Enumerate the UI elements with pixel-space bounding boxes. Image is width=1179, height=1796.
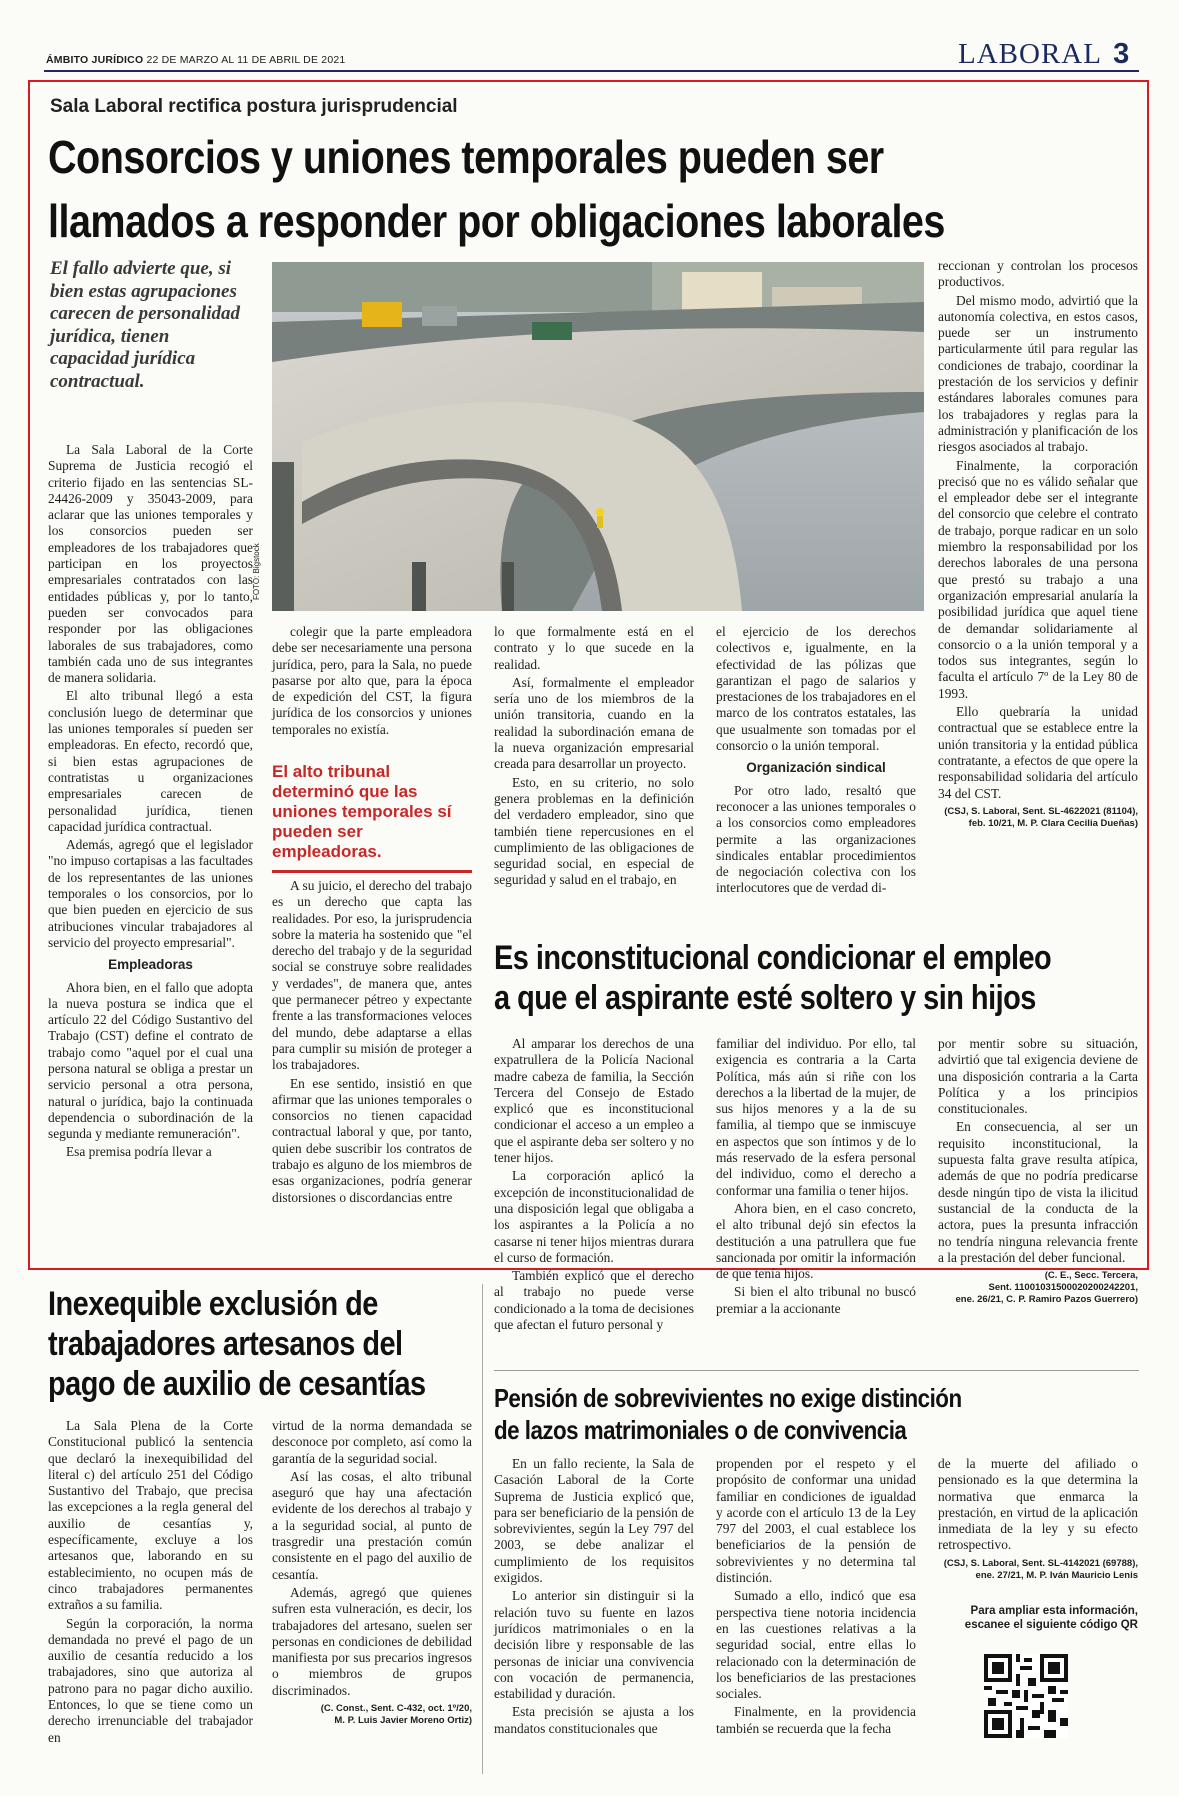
article1-column-5 — [938, 258, 1138, 830]
section-header — [958, 38, 1130, 71]
paragraph: Sumado a ello, indicó que esa perspectiva tiene notoria incidencia en las cuestiones relativas a la seguridad social, entre ellas lo relacionado con la determinación de los beneficiarios de las prestaciones sociales. — [716, 1588, 916, 1702]
article1-column-2 — [272, 624, 472, 740]
highway-illustration — [272, 262, 924, 611]
article3-title-line-1: Inexequible exclusión de — [48, 1285, 378, 1323]
paragraph: A su juicio, el derecho del trabajo es un derecho que capta las realidades. Por eso, la jurisprudencia sobre la materia ha sostenido que "el derecho del trabajo y de la seguridad social se construye sobre realidades y verdades", de manera que, antes que permanecer pétreo y expectante frente a las transformaciones veloces del mundo, debe adaptarse a ellas para cumplir su misión de proteger a los trabajadores. — [272, 878, 472, 1073]
paragraph: Esa premisa podría llevar a — [66, 1144, 212, 1160]
paragraph: lo que formalmente está en el contrato y lo que sucede en la realidad. — [494, 624, 694, 672]
issue-dates: 22 DE MARZO AL 11 DE ABRIL DE 2021 — [146, 54, 346, 66]
paragraph: colegir que la parte empleadora debe ser necesariamente una persona jurídica, pero, para la Sala, no puede pasarse por alto que, para la época de expedición del CST, la figura jurídica de los consorcios y uniones temporales no existía. — [272, 624, 472, 737]
article3-title-line-2: trabajadores artesanos del — [48, 1325, 403, 1363]
article4-title-line-1: Pensión de sobrevivientes no exige distinción — [494, 1383, 962, 1413]
paragraph: La Sala Plena de la Corte Constitucional publicó la sentencia que declaró la inexequibilidad del literal c) del artículo 251 del Código Sustantivo del Trabajo, que precisa las excepciones a la regla general del auxilio de cesantías y, específicamente, excluye a los artesanos que, laborando en su establecimiento, no ocupen más de cinco trabajadores permanentes extraños a su familia. — [48, 1418, 253, 1613]
article1-column-2b — [272, 878, 472, 1208]
qr-caption — [938, 1604, 1138, 1632]
article4-column-2 — [716, 1456, 916, 1739]
paragraph: El alto tribunal llegó a esta conclusión luego de determinar que las uniones temporales sí pueden ser empleadoras. En efecto, recordó que, si bien estas agrupaciones de contratistas u organizaciones empresariales carecen de personalidad jurídica, tienen capacidad jurídica contractual. — [48, 688, 253, 834]
citation — [938, 1558, 1138, 1582]
paragraph: Ahora bien, en el caso concreto, el alto tribunal dejó sin efectos la destitución a una patrullera que fue sancionada por omitir la información de que tenía hijos. — [716, 1200, 916, 1282]
article2-title-line-1: Es inconstitucional condicionar el empleo — [494, 939, 1052, 977]
paragraph: el ejercicio de los derechos colectivos e, igualmente, en la efectividad de las pólizas que garantizan el pago de salarios y prestaciones de los trabajadores en el marco de los contratos estatales, las que usualmente son tomadas por el consorcio o la unión temporal. — [716, 624, 916, 754]
paragraph: Si bien el alto tribunal no buscó premiar a la accionante — [716, 1284, 916, 1316]
paragraph: Ello quebraría la unidad contractual que se establece entre la unión transitoria y la entidad pública contratante, a efectos de que opere la responsabilidad solidaria del artículo 34 del CST. — [938, 704, 1138, 801]
page-number: 3 — [1113, 38, 1131, 70]
article2-column-1 — [494, 1036, 694, 1335]
citation-line: ene. 26/21, C. P. Ramiro Pazos Guerrero) — [955, 1294, 1138, 1306]
article3-title-line-3: pago de auxilio de cesantías — [48, 1365, 426, 1403]
divider — [494, 1370, 1139, 1371]
paragraph: familiar del individuo. Por ello, tal exigencia es contraria a la Carta Política, más aún si riñe con los derechos a la libertad de la mujer, de sus hijos menores y a la de su familia, al tiempo que se inmiscuye en aspectos que son íntimos y de lo más reservado de la esfera personal del individuo, como el derecho a conformar una familia o tener hijos. — [716, 1036, 916, 1198]
subheading-organizacion-sindical: Organización sindical — [746, 760, 886, 776]
citation-line: (CSJ, S. Laboral, Sent. SL-4622021 (81104), — [944, 805, 1138, 817]
citation-line: (CSJ, S. Laboral, Sent. SL-4142021 (69788), — [943, 1557, 1138, 1569]
article-title-line-1: Consorcios y uniones temporales pueden ser — [48, 131, 884, 183]
paragraph: En ese sentido, insistió en que afirmar que las uniones temporales o consorcios no tienen capacidad contractual laboral y que, por tanto, quien debe suscribir los contratos de trabajo es alguno de los miembros de esas organizaciones, podría generar distorsiones o discordancias entre — [272, 1075, 472, 1205]
paragraph: En consecuencia, al ser un requisito inconstitucional, la supuesta falta grave resulta atípica, además de que no podría predicarse desde ningún tipo de vista la ilicitud sustancial de la conducta de la actora, pues la presunta infracción no tendría ninguna relevancia frente a la prestación del deber funcional. — [938, 1119, 1138, 1265]
qr-code[interactable] — [984, 1654, 1068, 1738]
citation — [938, 1270, 1138, 1306]
citation-line: Sent. 11001031500020200242201, — [988, 1282, 1138, 1294]
paragraph: En un fallo reciente, la Sala de Casación Laboral de la Corte Suprema de Justicia explicó que, para ser beneficiario de la pensión de sobrevivientes, según la Ley 797 del 2003, se debe analizar el cumplimiento de los requisitos exigidos. — [494, 1456, 694, 1586]
citation — [938, 806, 1138, 830]
article4-column-3 — [938, 1456, 1138, 1632]
article4-title-line-2: de lazos matrimoniales o de convivencia — [494, 1415, 907, 1445]
paragraph: virtud de la norma demandada se desconoce por completo, así como la garantía de la seguridad social. — [272, 1418, 472, 1466]
paragraph: Al amparar los derechos de una expatrullera de la Policía Nacional madre cabeza de familia, la Sección Tercera del Consejo de Estado explicó que es inconstitucional condicionar el acceso a un empleo a que el aspirante deba ser soltero y no tener hijos. — [494, 1036, 694, 1166]
column-divider — [482, 1284, 483, 1774]
article-kicker: Sala Laboral rectifica postura jurisprudencial — [50, 96, 458, 117]
qr-caption-line: Para ampliar esta información, — [970, 1604, 1138, 1617]
paragraph: La corporación aplicó la excepción de inconstitucionalidad de una disposición legal que obligaba a los aspirantes a la Policía a no casarse ni tener hijos mientras durara el curso de formación. — [494, 1168, 694, 1265]
article3-column-1 — [48, 1418, 253, 1748]
highway-photo — [272, 262, 924, 611]
article-title-line-2: llamados a responder por obligaciones laborales — [48, 195, 945, 247]
paragraph: También explicó que el derecho al trabajo no puede verse condicionado a la toma de decisiones que afectan el futuro personal y — [494, 1268, 694, 1333]
citation-line: ene. 27/21, M. P. Iván Mauricio Lenis — [975, 1569, 1138, 1581]
citation-line: (C. E., Secc. Tercera, — [1044, 1270, 1138, 1282]
pull-quote-text: El alto tribunal determinó que las uniones temporales sí pueden ser empleadoras. — [272, 762, 452, 861]
masthead-rule — [44, 70, 1139, 72]
paragraph: Esta precisión se ajusta a los mandatos constitucionales que — [494, 1704, 694, 1736]
article2-column-2 — [716, 1036, 916, 1319]
photo-credit: FOTO: Bigstock — [252, 543, 261, 600]
pull-quote — [272, 762, 472, 873]
paragraph: Además, agregó que el legislador "no impuso cortapisas a las facultades de los representantes de las uniones temporales o los consorcios, por lo que bien pueden en ejercicio de sus atribuciones vincular trabajadores al servicio del proyecto empresarial". — [48, 837, 253, 950]
paragraph: por mentir sobre su situación, advirtió que tal exigencia deviene de una disposición contraria a la Carta Política y a los principios constitucionales. — [938, 1036, 1138, 1117]
paragraph: La Sala Laboral de la Corte Suprema de Justicia recogió el criterio fijado en las sentencias SL-24426-2009 y 35043-2009, para aclarar que las uniones temporales y los consorcios pueden ser empleadores de los trabajadores que participan en los proyectos empresariales contratados con las entidades públicas y, por lo tanto, pueden ser convocados para responder por las obligaciones laborales de sus trabajadores, como también cada uno de sus integrantes de manera solidaria. — [48, 442, 253, 686]
paragraph: Lo anterior sin distinguir si la relación tuvo su fuente en lazos jurídicos matrimoniales o en la decisión libre y responsable de las personas de iniciar una convivencia con vocación de permanencia, estabilidad y duración. — [494, 1588, 694, 1702]
publication-name: ÁMBITO JURÍDICO — [46, 54, 144, 66]
citation — [272, 1703, 472, 1727]
article1-column-4 — [716, 624, 916, 899]
paragraph: reccionan y controlan los procesos productivos. — [938, 258, 1138, 290]
masthead-info — [46, 54, 345, 66]
paragraph: Además, agregó que quienes sufren esta vulneración, es decir, los trabajadores del artesano, suelen ser personas en condiciones de debilidad manifiesta por sus precarios ingresos o miembros de grupos discriminados. — [272, 1584, 472, 1698]
paragraph: propenden por el respeto y el propósito de conformar una unidad familiar en condiciones de igualdad y acorde con el artículo 13 de la Ley 797 del 2003, el cual establece los beneficiarios de la pensión de sobrevivientes y no determina tal distinción. — [716, 1456, 916, 1586]
qr-code-icon — [984, 1654, 1068, 1738]
citation-line: (C. Const., Sent. C-432, oct. 1º/20, — [320, 1703, 472, 1715]
citation-line: feb. 10/21, M. P. Clara Cecilia Dueñas) — [968, 817, 1138, 829]
paragraph: Finalmente, en la providencia también se recuerda que la fecha — [716, 1704, 916, 1736]
article-lead: El fallo advierte que, si bien estas agrupaciones carecen de personalidad jurídica, tienen capacidad jurídica contractual. — [50, 258, 240, 392]
paragraph: Finalmente, la corporación precisó que no es válido señalar que el empleador debe ser el integrante del consorcio que celebre el contrato de trabajo, porque radicar en un solo miembro la responsabilidad por los derechos laborales de una persona que prestó su trabajo a una organización empresarial anularía la posibilidad jurídica que aquel tiene de demandar solidariamente al consorcio o a la unión temporal y a todos sus integrantes, según lo faculta el artículo 7º de la Ley 80 de 1993. — [938, 457, 1138, 701]
article2-title-line-2: a que el aspirante esté soltero y sin hijos — [494, 979, 1036, 1017]
paragraph: Esto, en su criterio, no solo genera problemas en la definición del verdadero empleador, sino que también tiene repercusiones en el cumplimiento de las obligaciones de seguridad social, en especial de seguridad y salud en el trabajo, en — [494, 774, 694, 888]
paragraph: Por otro lado, resaltó que reconocer a las uniones temporales o a los consorcios como empleadores permite a las organizaciones sindicales entablar procedimientos de negociación colectiva con los interlocutores que de verdad di- — [716, 782, 916, 896]
paragraph: Así las cosas, el alto tribunal aseguró que hay una afectación evidente de los derechos al trabajo y a la seguridad social, al punto de trasgredir una prestación común consistente en el pago del auxilio de cesantía. — [272, 1468, 472, 1582]
paragraph: de la muerte del afiliado o pensionado es la que determina la normativa que enmarca la prestación, en virtud de la aplicación inmediata de la ley y su efecto retrospectivo. — [938, 1456, 1138, 1553]
article2-column-3 — [938, 1036, 1138, 1306]
paragraph: Ahora bien, en el fallo que adopta la nueva postura se indica que el artículo 22 del Código Sustantivo del Trabajo (CST) define el contrato de trabajo como "aquel por el cual una persona natural se obliga a prestar un servicio personal a otra persona, natural o jurídica, bajo la continuada dependencia o subordinación de la segunda y mediante remuneración". — [48, 979, 253, 1142]
article3-column-2 — [272, 1418, 472, 1727]
section-name: LABORAL — [958, 38, 1101, 70]
citation-line: M. P. Luis Javier Moreno Ortiz) — [334, 1715, 472, 1727]
paragraph: Así, formalmente el empleador sería uno de los miembros de la unión transitoria, cuando en la realidad la subordinación emana de la nueva organización empresarial creada para desarrollar un proyecto. — [494, 674, 694, 772]
subheading-empleadoras: Empleadoras — [108, 957, 193, 973]
article1-column-3 — [494, 624, 694, 891]
paragraph: Del mismo modo, advirtió que la autonomía colectiva, en estos casos, puede ser un instrumento particularmente útil para regular las condiciones de trabajo, coordinar la prestación de los servicios y definir estándares laborales comunes para los trabajadores y reglas para la administración y planificación de los riesgos asociados al trabajo. — [938, 292, 1138, 455]
paragraph: Según la corporación, la norma demandada no prevé el pago de un auxilio de cesantía reducido a los trabajadores, sino que autoriza al patrono para no pagar dicho auxilio. Entonces, lo que se tiene como un derecho irrenunciable del trabajador en — [48, 1615, 253, 1745]
qr-caption-line: escanee el siguiente código QR — [964, 1618, 1138, 1631]
article1-column-1 — [48, 442, 253, 1163]
article4-column-1 — [494, 1456, 694, 1739]
